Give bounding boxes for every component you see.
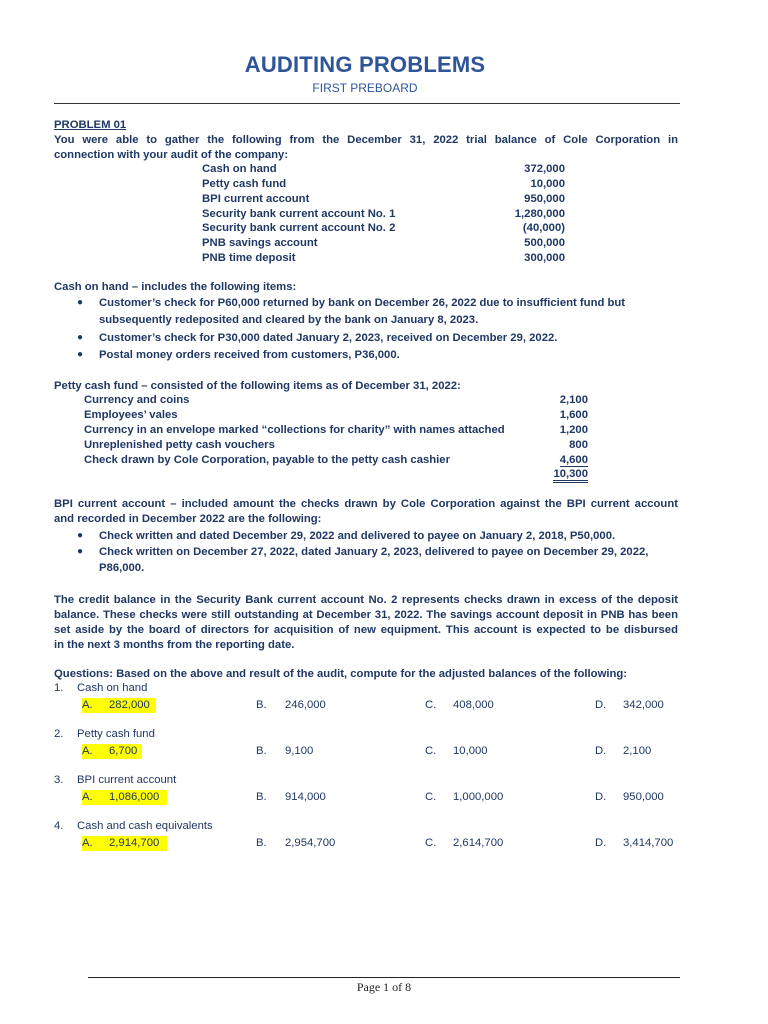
balance-label: Security bank current account No. 1: [202, 208, 396, 220]
bullet-icon: ●: [77, 546, 84, 557]
closing-line: set aside by the board of directors for acquisition of new equipment. This account is expected to be disbursed: [54, 624, 678, 636]
answer-option-c: C. 10,000: [425, 745, 488, 757]
bpi-item: Check written and dated December 29, 2022 and delivered to payee on January 2, 2018, P50,000.: [99, 530, 616, 542]
balance-amount: (40,000): [522, 222, 565, 234]
balance-amount: 300,000: [524, 252, 565, 264]
balance-amount: 372,000: [524, 163, 565, 175]
problem-heading: PROBLEM 01: [54, 119, 127, 131]
bpi-item: Check written on December 27, 2022, dated January 2, 2023, delivered to payee on December 29, 2022,: [99, 546, 649, 558]
bullet-icon: ●: [77, 297, 84, 308]
cash-item: Customer’s check for P30,000 dated January 2, 2023, received on December 29, 2022.: [99, 332, 558, 344]
bullet-icon: ●: [77, 530, 84, 541]
header-rule: [54, 103, 680, 104]
answer-option-a: A. 2,914,700: [82, 836, 167, 851]
answer-option-c: C. 2,614,700: [425, 837, 504, 849]
question-number: 2.: [54, 728, 64, 740]
answer-option-c: C. 408,000: [425, 699, 494, 711]
question-label: Cash and cash equivalents: [77, 820, 213, 832]
answer-option-a: A. 1,086,000: [82, 790, 167, 805]
petty-cash-label: Unreplenished petty cash vouchers: [84, 439, 275, 451]
bpi-item-continued: P86,000.: [99, 562, 145, 574]
petty-cash-amount: 2,100: [559, 394, 588, 406]
petty-cash-label: Employees’ vales: [84, 409, 178, 421]
petty-cash-amount: 1,600: [559, 409, 588, 421]
petty-cash-amount: 4,600: [559, 454, 588, 466]
petty-cash-amount: 800: [569, 439, 588, 451]
balance-amount: 10,000: [530, 178, 565, 190]
bpi-line-1: BPI current account – included amount the checks drawn by Cole Corporation against the BPI current account: [54, 498, 678, 510]
cash-item-continued: subsequently redeposited and cleared by the bank on January 8, 2023.: [99, 314, 479, 326]
answer-option-d: D. 950,000: [595, 791, 664, 803]
answer-option-b: B. 914,000: [256, 791, 326, 803]
cash-item: Postal money orders received from customers, P36,000.: [99, 349, 400, 361]
question-number: 4.: [54, 820, 64, 832]
answer-option-b: B. 246,000: [256, 699, 326, 711]
answer-option-b: B. 2,954,700: [256, 837, 336, 849]
answer-option-a: A. 282,000: [82, 698, 156, 713]
closing-line: balance. These checks were still outstanding at December 31, 2022. The savings account deposit in PNB has been: [54, 609, 678, 621]
footer-rule: [88, 977, 680, 978]
balance-amount: 1,280,000: [514, 208, 565, 220]
balance-label: Security bank current account No. 2: [202, 222, 396, 234]
document-subtitle: FIRST PREBOARD: [312, 81, 418, 95]
document-title: AUDITING PROBLEMS: [244, 52, 486, 77]
answer-option-b: B. 9,100: [256, 745, 314, 757]
closing-line: in the next 3 months from the reporting date.: [54, 639, 295, 651]
petty-cash-total: 10,300: [520, 467, 588, 482]
cash-item: Customer’s check for P60,000 returned by bank on December 26, 2022 due to insufficient fund but: [99, 297, 626, 309]
balance-label: PNB savings account: [202, 237, 318, 249]
answer-option-d: D. 3,414,700: [595, 837, 674, 849]
petty-cash-label: Currency in an envelope marked “collections for charity” with names attached: [84, 424, 505, 436]
balance-label: Petty cash fund: [202, 178, 287, 190]
answer-option-a: A. 6,700: [82, 744, 142, 759]
question-label: Petty cash fund: [77, 728, 155, 740]
petty-cash-label: Currency and coins: [84, 394, 190, 406]
intro-line-1: You were able to gather the following from the December 31, 2022 trial balance of Cole Corporation in: [54, 134, 678, 146]
balance-amount: 950,000: [524, 193, 565, 205]
closing-line: The credit balance in the Security Bank current account No. 2 represents checks drawn in excess of the deposit: [54, 594, 678, 606]
petty-cash-label: Check drawn by Cole Corporation, payable to the petty cash cashier: [84, 454, 450, 466]
petty-cash-amount: 1,200: [559, 424, 588, 436]
cash-on-hand-heading: Cash on hand – includes the following items:: [54, 281, 297, 293]
page-number: Page 1 of 8: [356, 980, 412, 994]
balance-label: PNB time deposit: [202, 252, 296, 264]
questions-intro: Questions: Based on the above and result of the audit, compute for the adjusted balances of the following:: [54, 668, 628, 680]
answer-option-d: D. 2,100: [595, 745, 652, 757]
question-label: BPI current account: [77, 774, 177, 786]
intro-line-2: connection with your audit of the company:: [54, 149, 289, 161]
balance-amount: 500,000: [524, 237, 565, 249]
answer-option-c: C. 1,000,000: [425, 791, 504, 803]
bullet-icon: ●: [77, 349, 84, 360]
question-label: Cash on hand: [77, 682, 148, 694]
balance-label: Cash on hand: [202, 163, 277, 175]
question-number: 1.: [54, 682, 64, 694]
petty-cash-heading: Petty cash fund – consisted of the following items as of December 31, 2022:: [54, 380, 461, 392]
question-number: 3.: [54, 774, 64, 786]
balance-label: BPI current account: [202, 193, 310, 205]
bullet-icon: ●: [77, 332, 84, 343]
bpi-line-2: and recorded in December 2022 are the following:: [54, 513, 322, 525]
answer-option-d: D. 342,000: [595, 699, 664, 711]
